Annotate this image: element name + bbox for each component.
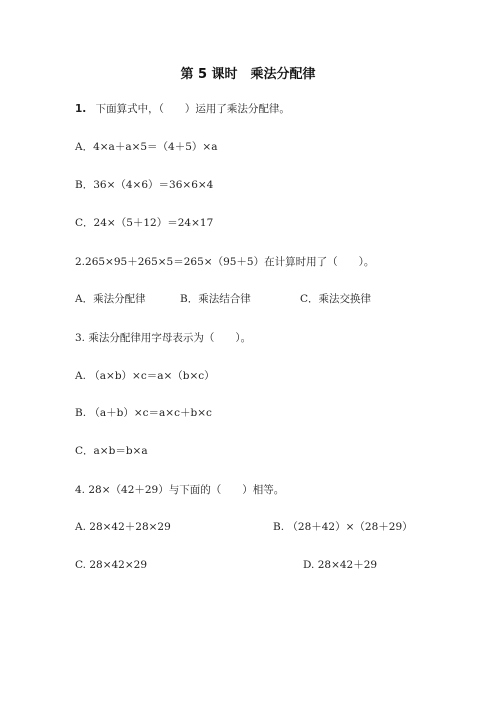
- option-c: C．24×（5＋12）＝24×17: [75, 217, 214, 229]
- option-c: C．乘法交换律: [300, 293, 372, 305]
- option-a: A. 28×42＋28×29: [75, 521, 171, 533]
- option-d: D. 28×42＋29: [303, 559, 378, 571]
- question-1: [75, 102, 290, 116]
- option-a: A．4×a＋a×5＝（4＋5）×a: [75, 141, 218, 153]
- page-title: 第 5 课时 乘法分配律: [180, 67, 316, 82]
- option-b: B．36×（4×6）＝36×6×4: [75, 179, 214, 191]
- option-b: B. （28＋42）×（28＋29）: [273, 521, 413, 533]
- question-number: 1.: [75, 103, 87, 115]
- option-b: B. （a＋b）×c＝a×c＋b×c: [75, 407, 212, 419]
- option-a: A．乘法分配律: [75, 293, 146, 305]
- question-2-stem: 2.265×95＋265×5＝265×（95＋5）在计算时用了（ ）。: [75, 256, 375, 268]
- option-c: C．a×b＝b×a: [75, 445, 148, 457]
- option-a: A. （a×b）×c＝a×（b×c）: [75, 370, 215, 382]
- option-c: C. 28×42×29: [75, 559, 148, 571]
- option-b: B．乘法结合律: [180, 293, 251, 305]
- question-3-stem: 3. 乘法分配律用字母表示为（ ）。: [75, 332, 252, 344]
- question-4-stem: 4. 28×（42＋29）与下面的（ ）相等。: [75, 484, 285, 496]
- question-stem: 下面算式中，（ ）运用了乘法分配律。: [95, 103, 290, 115]
